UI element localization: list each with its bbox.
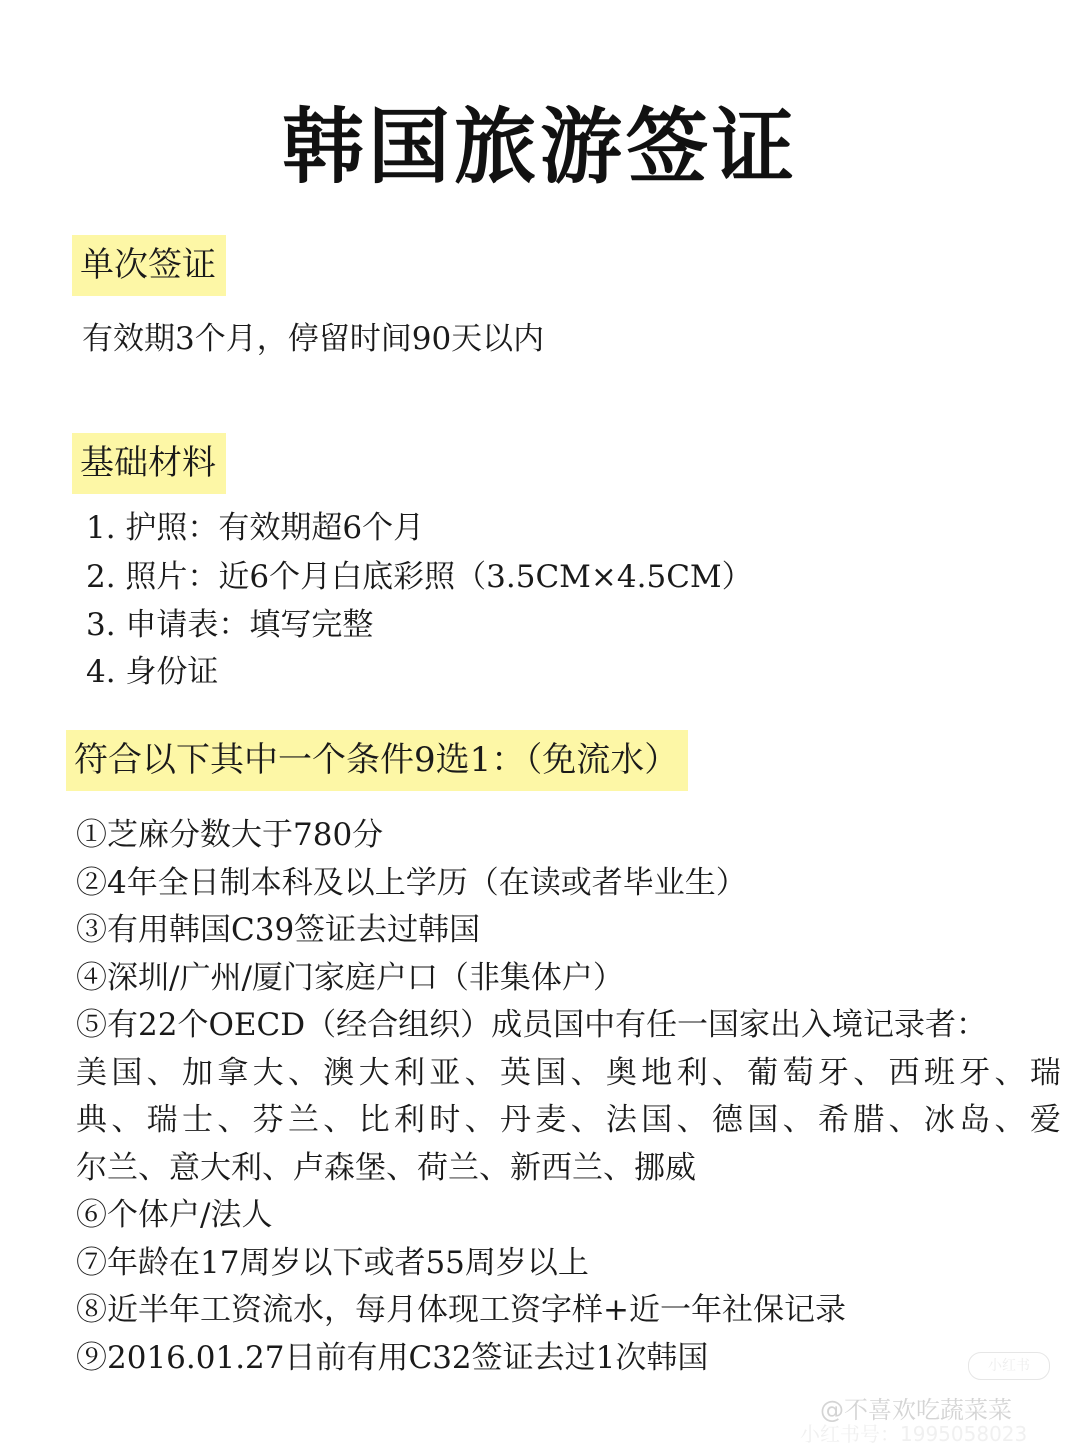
conditions-list [76, 812, 1066, 1382]
condition-item-7: ⑦年龄在17周岁以下或者55周岁以上 [76, 1244, 589, 1281]
page-title: 韩国旅游签证 [281, 100, 798, 195]
condition-item-3: ③有用韩国C39签证去过韩国 [76, 912, 481, 948]
condition-item-1: ①芝麻分数大于780分 [76, 817, 384, 853]
condition-item-9: ⑨2016.01.27日前有用C32签证去过1次韩国 [76, 1339, 709, 1376]
watermark-faded-id: 小红书号：1995058023 [800, 1422, 1028, 1446]
condition-item-2: ②4年全日制本科及以上学历（在读或者毕业生） [76, 864, 747, 901]
materials-item-application-form: 3. 申请表：填写完整 [86, 607, 374, 643]
condition-item-5-countries-line-1: 美 国 、 加 拿 大 、 澳 大 利 亚 、 英 国 、 奥 地 利 、 葡 萄 牙 、 西 班 牙 、 瑞 [76, 1054, 1061, 1091]
materials-heading: 基础材料 [72, 433, 226, 494]
watermark-handle: @不喜欢吃蔬菜菜 [820, 1396, 1012, 1424]
condition-item-8: ⑧近半年工资流水，每月体现工资字样+近一年社保记录 [76, 1292, 846, 1328]
condition-item-4: ④深圳/广州/厦门家庭户口（非集体户） [76, 959, 624, 996]
materials-item-passport: 1. 护照：有效期超6个月 [86, 510, 425, 546]
conditions-heading: 符合以下其中一个条件9选1：（免流水） [66, 730, 688, 791]
single-visa-description: 有效期3个月，停留时间90天以内 [82, 321, 545, 357]
watermark-badge: 小红书 [968, 1352, 1050, 1380]
condition-item-5-countries-line-2: 典 、 瑞 士 、 芬 兰 、 比 利 时 、 丹 麦 、 法 国 、 德 国 、 希 腊 、 冰 岛 、 爱 [76, 1102, 1061, 1138]
materials-item-id-card: 4. 身份证 [86, 654, 219, 690]
condition-item-6: ⑥个体户/法人 [76, 1197, 273, 1233]
condition-item-5: ⑤有22个OECD（经合组织）成员国中有任一国家出入境记录者： [76, 1007, 988, 1043]
single-visa-heading: 单次签证 [72, 235, 226, 296]
materials-item-photo: 2. 照片：近6个月白底彩照（3.5CM×4.5CM） [86, 559, 753, 595]
condition-item-5-countries-line-3: 尔兰、意大利、卢森堡、荷兰、新西兰、挪威 [76, 1149, 696, 1186]
